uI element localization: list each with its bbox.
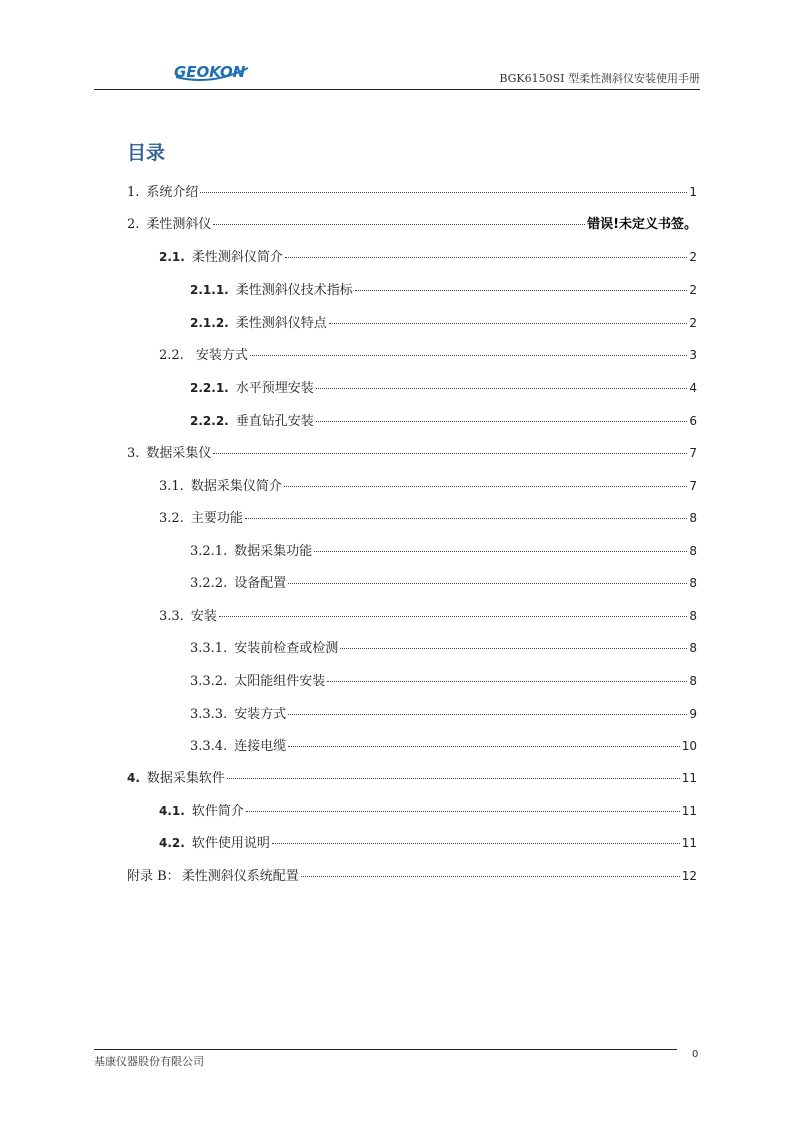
toc-entry-3-3[interactable] [159, 605, 697, 624]
toc-leader [329, 323, 688, 324]
toc-entry-title: 柔性测斜仪技术指标 [235, 283, 353, 298]
toc-leader [213, 224, 585, 225]
toc-entry-4-1[interactable] [159, 800, 697, 819]
toc-entry-number: 3.2. [159, 511, 184, 526]
toc-entry-page: 3 [689, 348, 697, 362]
toc-entry-title: 软件使用说明 [191, 836, 270, 851]
toc-entry-page: 11 [681, 836, 697, 850]
toc-entry-page: 8 [689, 609, 697, 623]
toc-entry-number: 3. [127, 446, 140, 461]
toc-entry-page: 8 [689, 674, 697, 688]
toc-entry-3-1[interactable] [159, 475, 697, 494]
toc-entry-number: 附录 B： [127, 869, 180, 884]
toc-entry-3[interactable] [127, 442, 697, 461]
toc-entry-page: 11 [681, 771, 697, 785]
toc-entry-title: 数据采集仪 [146, 446, 212, 461]
toc-leader [227, 778, 680, 779]
toc-entry-title: 安装前检查或检测 [234, 641, 339, 656]
toc-entry-page: 10 [681, 739, 697, 753]
toc-entry-number: 3.3. [159, 609, 184, 624]
header-title: BGK6150SI 型柔性测斜仪安装使用手册 [499, 72, 700, 85]
toc-entry-number: 3.2.1. [190, 544, 228, 559]
toc-entry-number: 4. [127, 771, 140, 785]
toc-entry-page: 7 [689, 446, 697, 460]
toc-entry-number: 2.1.1. [190, 283, 229, 297]
toc-entry-appendix-b[interactable] [127, 865, 697, 884]
toc-entry-number: 3.3.1. [190, 641, 228, 656]
toc-entry-title: 水平预埋安装 [235, 381, 314, 396]
toc-entry-3-2-2[interactable] [190, 572, 697, 591]
toc-entry-title: 安装方式 [234, 707, 287, 722]
toc-leader [285, 257, 688, 258]
toc-entry-page: 2 [689, 283, 697, 297]
toc-entry-2-2-2[interactable] [190, 410, 697, 429]
toc-entry-title: 系统介绍 [146, 185, 199, 200]
toc-leader [284, 486, 688, 487]
toc-entry-page: 11 [681, 804, 697, 818]
toc-entry-page: 4 [689, 381, 697, 395]
toc-entry-2-2[interactable] [159, 344, 697, 363]
toc-entry-title: 数据采集仪简介 [190, 479, 282, 494]
toc-heading: 目录 [127, 142, 166, 164]
toc-entry-number: 3.1. [159, 479, 184, 494]
toc-entry-2-2-1[interactable] [190, 377, 697, 396]
toc-entry-title: 安装 [190, 609, 217, 624]
toc-entry-4[interactable] [127, 767, 697, 786]
toc-entry-title: 垂直钻孔安装 [235, 414, 314, 429]
toc-entry-title: 数据采集软件 [146, 771, 225, 786]
toc-entry-2[interactable] [127, 213, 697, 232]
toc-entry-title: 软件简介 [191, 804, 244, 819]
toc-entry-page: 7 [689, 479, 697, 493]
toc-entry-number: 2.2. [159, 348, 184, 363]
toc-entry-3-3-1[interactable] [190, 637, 697, 656]
toc-leader [288, 714, 687, 715]
toc-entry-page: 1 [689, 185, 697, 199]
toc-leader [288, 583, 687, 584]
toc-leader [288, 746, 679, 747]
toc-leader [213, 453, 687, 454]
toc-entry-number: 3.3.2. [190, 674, 228, 689]
toc-entry-page: 8 [689, 641, 697, 655]
toc-leader [340, 648, 687, 649]
toc-entry-title: 安装方式 [195, 348, 248, 363]
toc-leader [219, 616, 688, 617]
toc-entry-page: 8 [689, 511, 697, 525]
toc-entry-page: 2 [689, 250, 697, 264]
toc-leader [245, 518, 688, 519]
toc-entry-number: 2.2.2. [190, 414, 229, 428]
toc-entry-page: 12 [681, 869, 697, 883]
footer-page-number: 0 [692, 1049, 699, 1060]
toc-entry-1[interactable] [127, 181, 697, 200]
toc-entry-3-3-2[interactable] [190, 670, 697, 689]
toc-entry-page-error: 错误!未定义书签。 [587, 217, 697, 232]
footer-rule [94, 1049, 677, 1050]
toc-entry-page: 9 [689, 707, 697, 721]
toc-leader [301, 876, 680, 877]
toc-entry-3-3-4[interactable] [190, 735, 697, 754]
toc-entry-3-2[interactable] [159, 507, 697, 526]
toc-leader [316, 388, 688, 389]
toc-entry-page: 8 [689, 544, 697, 558]
toc-entry-title: 数据采集功能 [234, 544, 313, 559]
toc-leader [272, 843, 680, 844]
toc-leader [250, 355, 688, 356]
toc-entry-page: 6 [689, 414, 697, 428]
toc-entry-title: 设备配置 [234, 576, 287, 591]
toc-entry-page: 8 [689, 576, 697, 590]
toc-entry-2-1-2[interactable] [190, 312, 697, 331]
footer-company: 基康仪器股份有限公司 [94, 1055, 204, 1068]
toc-entry-number: 2.1.2. [190, 316, 229, 330]
toc-leader [316, 421, 688, 422]
toc-entry-number: 4.2. [159, 836, 185, 850]
toc-leader [314, 551, 687, 552]
toc-entry-number: 2.1. [159, 250, 185, 264]
toc-leader [246, 811, 680, 812]
toc-entry-number: 4.1. [159, 804, 185, 818]
toc-entry-number: 3.3.4. [190, 739, 228, 754]
toc-entry-2-1[interactable] [159, 246, 697, 265]
toc-entry-title: 柔性测斜仪特点 [235, 316, 327, 331]
toc-entry-number: 1. [127, 185, 140, 200]
toc-entry-title: 太阳能组件安装 [234, 674, 326, 689]
toc-entry-number: 3.3.3. [190, 707, 228, 722]
toc-entry-3-3-3[interactable] [190, 703, 697, 722]
toc-entry-number: 2. [127, 217, 140, 232]
logo-text: GEOKON [174, 63, 246, 81]
toc-entry-title: 柔性测斜仪系统配置 [181, 869, 299, 884]
toc-leader [355, 290, 688, 291]
toc-entry-title: 连接电缆 [234, 739, 287, 754]
toc-entry-number: 3.2.2. [190, 576, 228, 591]
toc-leader [200, 192, 687, 193]
toc-entry-title: 主要功能 [190, 511, 243, 526]
toc-entry-title: 柔性测斜仪 [146, 217, 212, 232]
toc-entry-number: 2.2.1. [190, 381, 229, 395]
toc-entry-page: 2 [689, 316, 697, 330]
toc-entry-2-1-1[interactable] [190, 279, 697, 298]
toc-entry-4-2[interactable] [159, 832, 697, 851]
toc-entry-3-2-1[interactable] [190, 540, 697, 559]
toc-leader [327, 681, 687, 682]
toc-entry-title: 柔性测斜仪简介 [191, 250, 283, 265]
